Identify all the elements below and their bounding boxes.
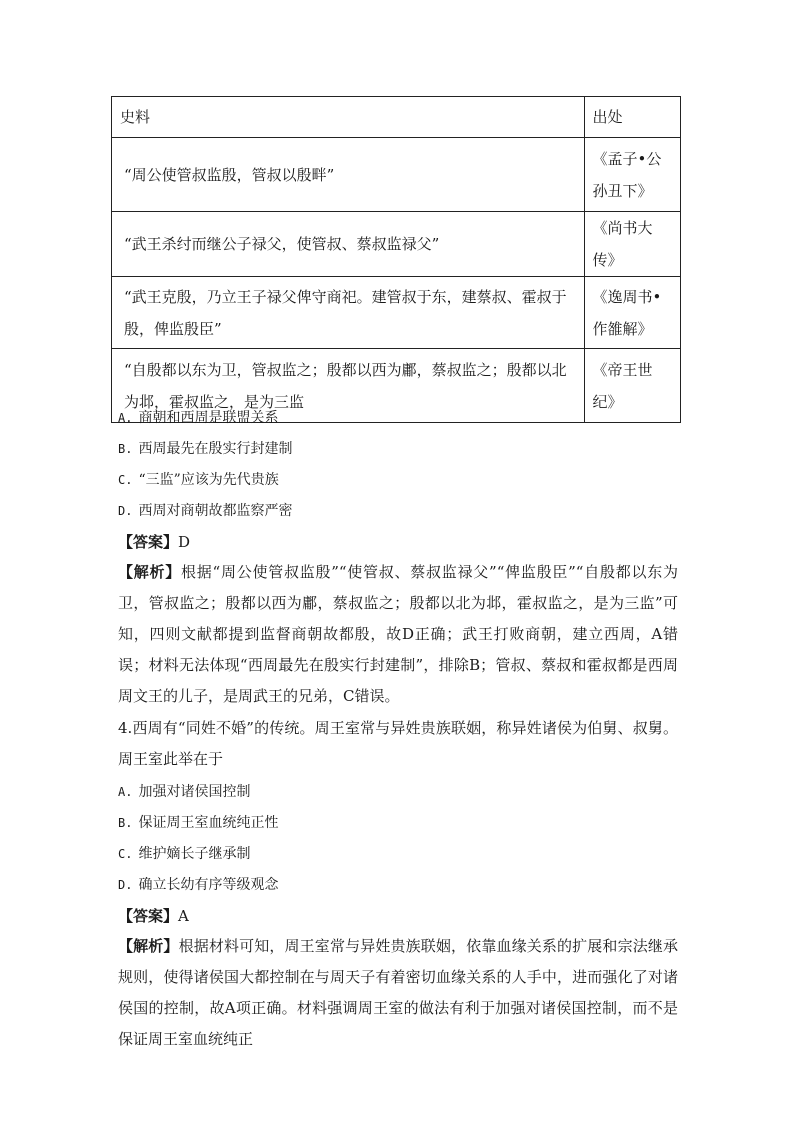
answer-value: D (178, 533, 191, 551)
q4-option-d (118, 875, 278, 895)
option-text: 商朝和西周是联盟关系 (138, 410, 279, 426)
header-source: 史料 (112, 97, 585, 138)
option-text: 维护嫡长子继承制 (138, 846, 251, 862)
q3-answer (118, 532, 190, 552)
option-key: C. (118, 847, 133, 861)
table-row (112, 212, 681, 277)
option-text: 加强对诸侯国控制 (138, 784, 251, 800)
option-key: C. (118, 473, 133, 487)
q3-option-d (118, 501, 292, 521)
table-header-row (112, 97, 681, 138)
answer-label: 【答案】 (118, 533, 179, 551)
q3-option-c (118, 470, 279, 490)
q4-option-b (118, 813, 278, 833)
option-key: A. (118, 411, 133, 425)
option-key: D. (118, 878, 133, 892)
q3-option-a (118, 408, 278, 428)
row-origin: 《帝王世纪》 (584, 349, 680, 423)
option-key: D. (118, 504, 133, 518)
q4-answer (118, 906, 189, 926)
row-source-text: “武王杀纣而继公子禄父，使管叔、蔡叔监禄父” (112, 212, 585, 277)
row-source-text: “周公使管叔监殷，管叔以殷畔” (112, 138, 585, 212)
option-text: 保证周王室血统纯正性 (138, 815, 279, 831)
row-source-text: “自殷都以东为卫，管叔监之；殷都以西为鄘，蔡叔监之；殷都以北为邶，霍叔监之，是为三监 (112, 349, 585, 423)
option-key: A. (118, 785, 133, 799)
q4-stem: 4.西周有“同姓不婚”的传统。周王室常与异姓贵族联姻，称异姓诸侯为伯舅、叔舅。周王室此举在于 (118, 719, 678, 768)
option-text: 西周最先在殷实行封建制 (138, 441, 293, 457)
q4-option-c (118, 844, 250, 864)
q3-option-b (118, 439, 292, 459)
q3-analysis (118, 557, 678, 712)
analysis-text: 根据“周公使管叔监殷”“使管叔、蔡叔监禄父”“俾监殷臣”“自殷都以东为卫，管叔监之；殷都以西为鄘，蔡叔监之；殷都以北为邶，霍叔监之，是为三监”可知，四则文献都提到监督商朝故都殷，故D正确；武王打败商朝，建立西周，A错误；材料无法体现“西周最先在殷实行封建制”，排除B；管叔、蔡叔和霍叔都是西周周文王的儿子，是周武王的兄弟，C错误。 (118, 563, 678, 705)
option-text: 确立长幼有序等级观念 (138, 877, 279, 893)
q4-option-a (118, 782, 250, 802)
option-key: B. (118, 816, 133, 830)
answer-value: A (178, 907, 189, 925)
option-key: B. (118, 442, 133, 456)
analysis-label: 【解析】 (118, 563, 182, 581)
row-source-text: “武王克殷，乃立王子禄父俾守商祀。建管叔于东，建蔡叔、霍叔于殷，俾监殷臣” (112, 277, 585, 349)
row-origin: 《逸周书•作雒解》 (584, 277, 680, 349)
answer-label: 【答案】 (118, 907, 179, 925)
row-origin: 《尚书大传》 (584, 212, 680, 277)
analysis-label: 【解析】 (118, 937, 179, 955)
row-origin: 《孟子•公孙丑下》 (584, 138, 680, 212)
q4-analysis (118, 931, 678, 1055)
option-text: “三监”应该为先代贵族 (138, 472, 279, 488)
source-table (111, 96, 681, 423)
table-row (112, 277, 681, 349)
analysis-text: 根据材料可知，周王室常与异姓贵族联姻，依靠血缘关系的扩展和宗法继承规则，使得诸侯国大都控制在与周天子有着密切血缘关系的人手中，进而强化了对诸侯国的控制，故A项正确。材料强调周王室的做法有利于加强对诸侯国控制，而不是保证周王室血统纯正 (118, 937, 678, 1048)
table-row (112, 138, 681, 212)
option-text: 西周对商朝故都监察严密 (138, 503, 293, 519)
header-origin: 出处 (584, 97, 680, 138)
